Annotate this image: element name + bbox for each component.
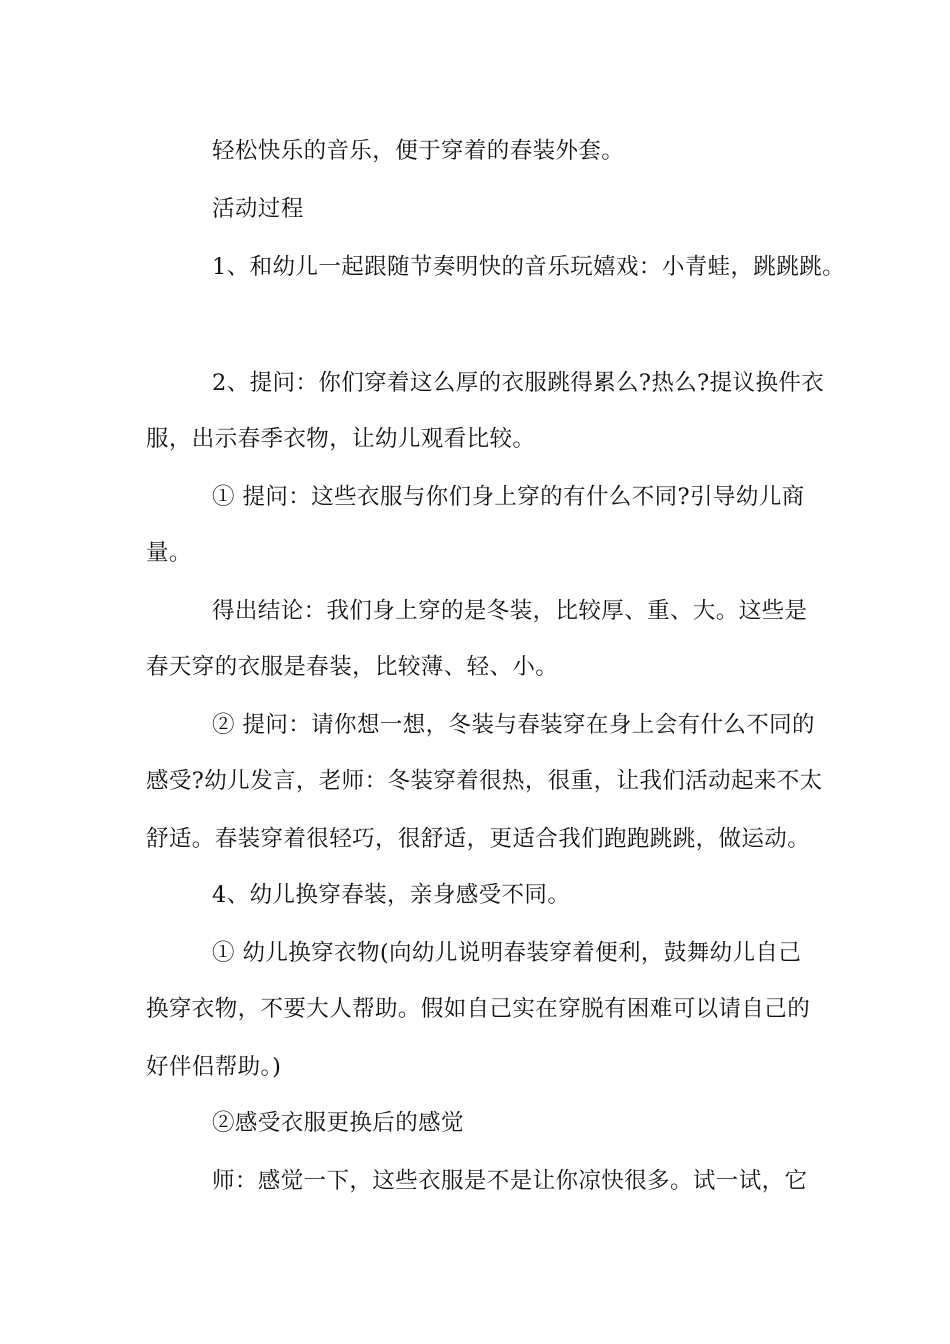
paragraph-line-step-2: 2、提问：你们穿着这么厚的衣服跳得累么?热么?提议换件衣: [212, 370, 825, 396]
paragraph-line-step-1: 1、和幼儿一起跟随节奏明快的音乐玩嬉戏：小青蛙，跳跳跳。: [212, 254, 846, 280]
paragraph-line-change-clothes-cont-1: 换穿衣物，不要大人帮助。假如自己实在穿脱有困难可以请自己的: [146, 996, 811, 1022]
paragraph-line-question-1-cont: 量。: [146, 540, 192, 566]
paragraph-line-feel-change: ②感受衣服更换后的感觉: [212, 1110, 464, 1136]
paragraph-line-conclusion-cont: 春天穿的衣服是春装，比较薄、轻、小。: [146, 654, 559, 680]
paragraph-line-change-clothes-cont-2: 好伴侣帮助。): [146, 1054, 282, 1080]
paragraph-line-teacher: 师：感觉一下，这些衣服是不是让你凉快很多。试一试，它: [212, 1168, 808, 1194]
paragraph-line-conclusion: 得出结论：我们身上穿的是冬装，比较厚、重、大。这些是: [212, 598, 808, 624]
paragraph-line-step-4: 4、幼儿换穿春装，亲身感受不同。: [212, 882, 571, 908]
paragraph-line-question-1: ① 提问：这些衣服与你们身上穿的有什么不同?引导幼儿商: [212, 484, 805, 510]
section-heading-activity-process: 活动过程: [212, 196, 304, 222]
paragraph-line-question-2-cont-1: 感受?幼儿发言，老师：冬装穿着很热，很重，让我们活动起来不太: [146, 768, 823, 794]
paragraph-line-question-2-cont-2: 舒适。春装穿着很轻巧，很舒适，更适合我们跑跑跳跳，做运动。: [146, 826, 811, 852]
paragraph-line-step-2-cont: 服，出示春季衣物，让幼儿观看比较。: [146, 426, 536, 452]
paragraph-line-question-2: ② 提问：请你想一想，冬装与春装穿在身上会有什么不同的: [212, 712, 815, 738]
paragraph-line-change-clothes: ① 幼儿换穿衣物(向幼儿说明春装穿着便利，鼓舞幼儿自己: [212, 940, 802, 966]
paragraph-line-materials: 轻松快乐的音乐，便于穿着的春装外套。: [212, 138, 625, 164]
